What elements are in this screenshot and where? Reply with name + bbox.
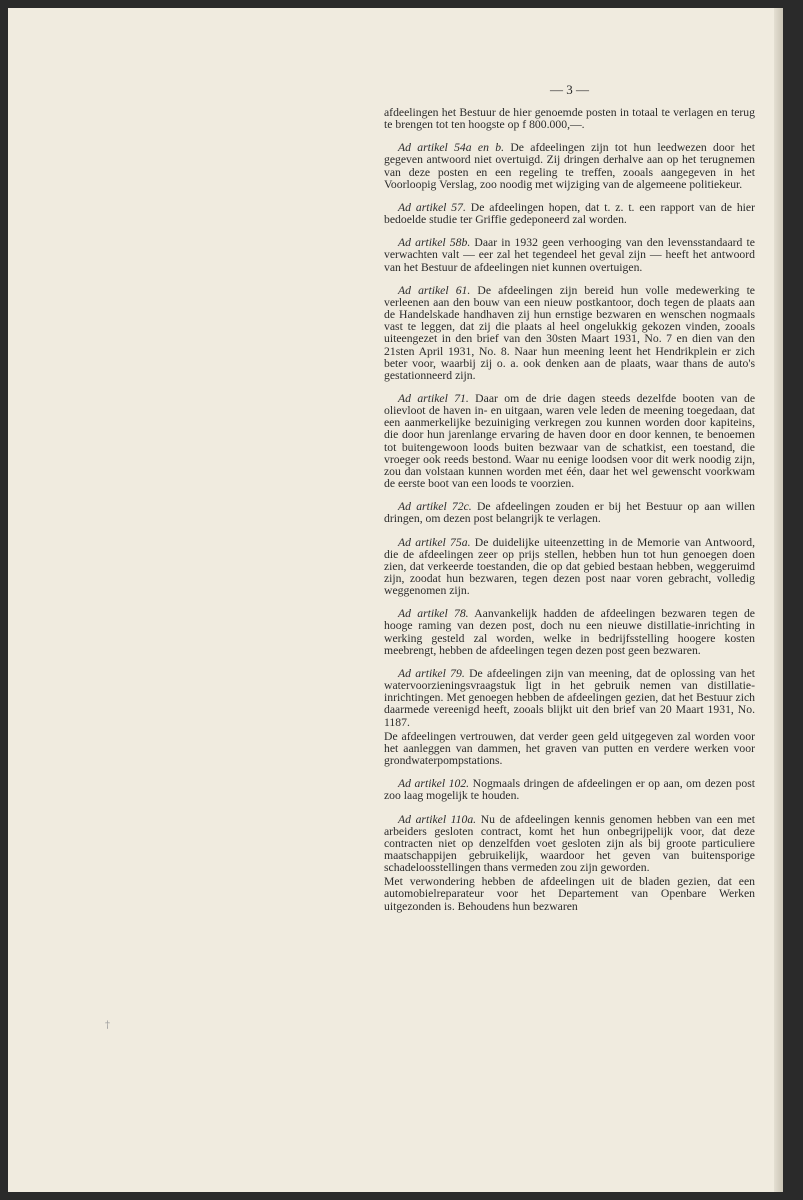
show-through-text: [86, 78, 386, 328]
paragraph-text: De afdeelingen zijn bereid hun volle medewerking te verleenen aan den bouw van een nieuw postkantoor, doch tegen de plaats aan de Handelskade handhaven zij hun ernstige bezwaren en wenschen nogmaals vast te leggen, dat zij die plaats al heel ongelukkig gekozen vinden, zooals uiteengezet in den brief van den 30sten Maart 1931, No. 7 en dien van den 21sten April 1931, No. 8. Naar hun meening leent het Hendrikplein er zich beter voor, waarbij zij o. a. ook denken aan de plaats, waar thans de auto's gestationneerd zijn.: [384, 283, 755, 382]
article-heading: Ad artikel 72c.: [398, 500, 472, 514]
page-edge-shadow: [774, 8, 783, 1192]
paragraph-1: [384, 107, 755, 131]
paragraph-text: Daar in 1932 geen verhooging van den levensstandaard te verwachten valt — eer zal het tegendeel het geval zijn — heeft het antwoord van het Bestuur de afdeelingen niet kunnen overtuigen.: [384, 236, 755, 274]
paragraph-text: De afdeelingen vertrouwen, dat verder geen geld uitgegeven zal worden voor het aanleggen van dammen, het graven van putten en verdere werken voor grondwaterpompstations.: [384, 729, 755, 768]
paragraph-art-75a: [384, 537, 755, 598]
article-heading: Ad artikel 110a.: [398, 812, 477, 826]
article-heading: Ad artikel 54a en b.: [398, 141, 505, 155]
paragraph-text: Aanvankelijk hadden de afdeelingen bezwaren tegen de hooge raming van dezen post, doch nu een nieuwe distillatie-inrichting in werking gesteld zal worden, welke in bedrijfsstelling hoogere kosten meebrengt, hebben de afdeelingen tegen dezen post geen bezwaren.: [384, 607, 755, 657]
paragraph-art-79: [384, 668, 755, 729]
paragraph-art-110a-continued: [384, 876, 755, 912]
paragraph-text: De afdeelingen hopen, dat t. z. t. een rapport van de hier bedoelde studie ter Griffie gedeponeerd zal worden.: [384, 200, 755, 227]
paragraph-text: Nogmaals dringen de afdeelingen er op aan, om dezen post zoo laag mogelijk te houden.: [384, 777, 755, 803]
paragraph-art-71: [384, 393, 755, 490]
paragraph-text: afdeelingen het Bestuur de hier genoemde posten in totaal te verlagen en terug te brengen tot ten hoogste op f 800.000,—.: [384, 106, 755, 132]
paragraph-art-54: [384, 142, 755, 191]
paragraph-text: De duidelijke uiteenzetting in de Memorie van Antwoord, die de afdeelingen zeer op prijs stellen, hebben hun tot hun genoegen doen zien, dat verkeerde toestanden, die op dat gebied bestaan hebben, weggeruimd zijn, zoodat hun bezwaren, tegen dezen post naar voren gebracht, volledig weggenomen zijn.: [384, 535, 755, 598]
article-heading: Ad artikel 102.: [398, 777, 470, 791]
paragraph-art-102: [384, 778, 755, 802]
article-heading: Ad artikel 79.: [398, 666, 465, 680]
paragraph-text: De afdeelingen zijn tot hun leedwezen door het gegeven antwoord niet overtuigd. Zij dringen derhalve aan op het terugnemen van deze posten en een regeling te treffen, zooals aangegeven in het Voorloopig Verslag, zoo noodig met wijziging van de algemeene politiekeur.: [384, 141, 755, 191]
paragraph-art-61: [384, 285, 755, 382]
article-heading: Ad artikel 75a.: [398, 535, 471, 549]
paragraph-art-72c: [384, 501, 755, 525]
paragraph-art-78: [384, 608, 755, 657]
article-heading: Ad artikel 78.: [398, 607, 469, 621]
paragraph-art-57: [384, 202, 755, 226]
paragraph-text: De afdeelingen zijn van meening, dat de oplossing van het watervoorzieningsvraagstuk ligt in het gebruik nemen van distillatie-inrichtingen. Met genoegen hebben de afdeelingen gezien, dat het Bestuur zich daarmede vereenigd heeft, zooals blijkt uit den brief van 20 Maart 1931, No. 1187.: [384, 666, 755, 729]
paragraph-text: Met verwondering hebben de afdeelingen uit de bladen gezien, dat een automobielreparateur voor het Departement van Openbare Werken uitgezonden is. Behoudens hun bezwaren: [384, 875, 755, 913]
paragraph-text: De afdeelingen zouden er bij het Bestuur op aan willen dringen, om dezen post belangrijk te verlagen.: [384, 500, 755, 526]
paragraph-text: Daar om de drie dagen steeds dezelfde booten van de olievloot de haven in- en uitgaan, waren vele leden de meening toegedaan, dat een aanmerkelijke bezuiniging verkregen zou kunnen worden door kapiteins, die door hun jarenlange ervaring de haven door en door kennen, te benoemen tot buitengewoon loods buiten bezwaar van de schatkist, een toestand, die vroeger ook reeds bestond. Waar nu eenige loodsen voor dit werk noodig zijn, zou dan volstaan kunnen worden met één, daar het wel gewenscht voorkwam de eerste boot van een loods te voorzien.: [384, 391, 756, 491]
article-heading: Ad artikel 57.: [398, 200, 466, 214]
article-heading: Ad artikel 71.: [398, 391, 469, 405]
page-content: [384, 82, 755, 924]
article-heading: Ad artikel 58b.: [398, 236, 471, 250]
article-heading: Ad artikel 61.: [398, 283, 471, 297]
document-page: [8, 8, 783, 1192]
paragraph-text: Nu de afdeelingen kennis genomen hebben van een met arbeiders gesloten contract, komt het hun onbegrijpelijk voor, dat deze contracten niet op denzelfden voet gesloten zijn als bij groote particuliere maatschappijen gebruikelijk, waardoor het geven van buitensporige schadeloosstellingen thans vermeden zou zijn geworden.: [384, 812, 755, 875]
paragraph-art-79-continued: [384, 731, 755, 767]
margin-mark: †: [105, 1020, 110, 1031]
paragraph-art-58b: [384, 237, 755, 273]
paragraph-art-110a: [384, 814, 755, 875]
page-number: — 3 —: [550, 82, 589, 97]
